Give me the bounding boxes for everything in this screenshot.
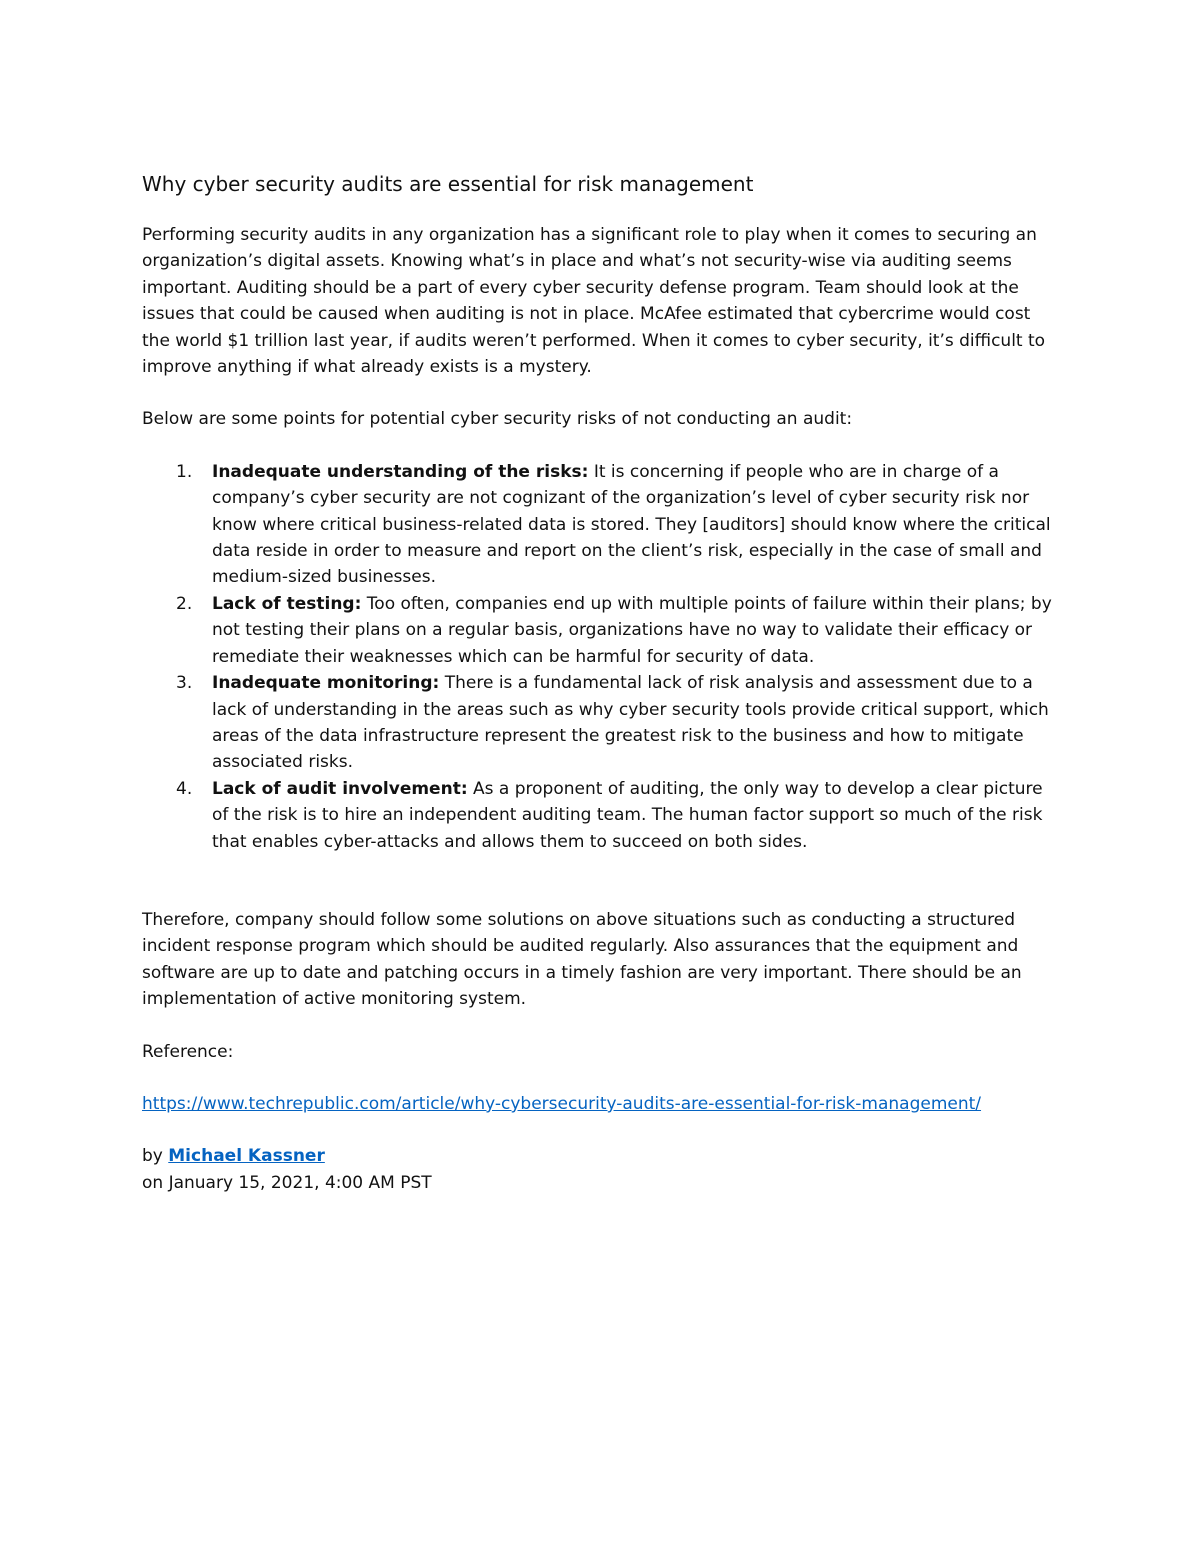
list-item-term: Lack of audit involvement: [212,778,468,799]
list-item-number: 3. [176,673,193,694]
document-title: Why cyber security audits are essential for risk management [142,172,754,196]
list-item-term: Inadequate understanding of the risks: [212,461,589,482]
byline [142,1143,1062,1169]
list-lead-paragraph: Below are some points for potential cyber security risks of not conducting an audit: [142,409,853,430]
reference-link[interactable]: https://www.techrepublic.com/article/why-cybersecurity-audits-are-essential-for-risk-management/ [142,1093,982,1114]
list-item-number: 1. [176,461,193,482]
list-item [176,459,1062,591]
list-item-term: Inadequate monitoring: [212,673,440,694]
list-item-text: Too often, companies end up with multiple points of failure within their plans; by not testing their plans on a regular basis, organizations have no way to validate their efficacy or remediate their weaknesses which can be harmful for security of data. [212,593,1052,667]
list-item-text: As a proponent of auditing, the only way to develop a clear picture of the risk is to hire an independent auditing team. The human factor support so much of the risk that enables cyber-attacks and allows them to succeed on both sides. [212,778,1043,852]
list-item-term: Lack of testing: [212,593,362,614]
author-link[interactable]: Michael Kassner [168,1146,325,1167]
list-item-number: 4. [176,778,193,799]
conclusion-paragraph: Therefore, company should follow some solutions on above situations such as conducting a structured incident response program which should be audited regularly. Also assurances that the equipment and software are up to date and patching occurs in a timely fashion are very important. There should be an implementation of active monitoring system. [142,909,1022,1010]
byline-prefix: by [142,1146,169,1167]
intro-paragraph: Performing security audits in any organization has a significant role to play when it comes to securing an organization’s digital assets. Knowing what’s in place and what’s not security-wise via auditing seems important. Auditing should be a part of every cyber security defense program. Team should look at the issues that could be caused when auditing is not in place. McAfee estimated that cybercrime would cost the world $1 trillion last year, if audits weren’t performed. When it comes to cyber security, it’s difficult to improve anything if what already exists is a mystery. [142,225,1046,378]
reference-line [142,1091,1062,1117]
publish-date: on January 15, 2021, 4:00 AM PST [142,1172,432,1193]
list-item [176,591,1062,670]
risk-list [142,459,1062,855]
list-item-text: There is a fundamental lack of risk analysis and assessment due to a lack of understanding in the areas such as why cyber security tools provide critical support, which areas of the data infrastructure represent the greatest risk to the business and how to mitigate associated risks. [212,673,1049,773]
document-page [142,170,1062,1196]
list-item-number: 2. [176,593,193,614]
list-item [176,670,1062,776]
list-item-text: It is concerning if people who are in charge of a company’s cyber security are not cognizant of the organization’s level of cyber security risk nor know where critical business-related data is stored. They [auditors] should know where the critical data reside in order to measure and report on the client’s risk, especially in the case of small and medium-sized businesses. [212,461,1051,588]
reference-label: Reference: [142,1041,234,1062]
list-item [176,776,1062,855]
